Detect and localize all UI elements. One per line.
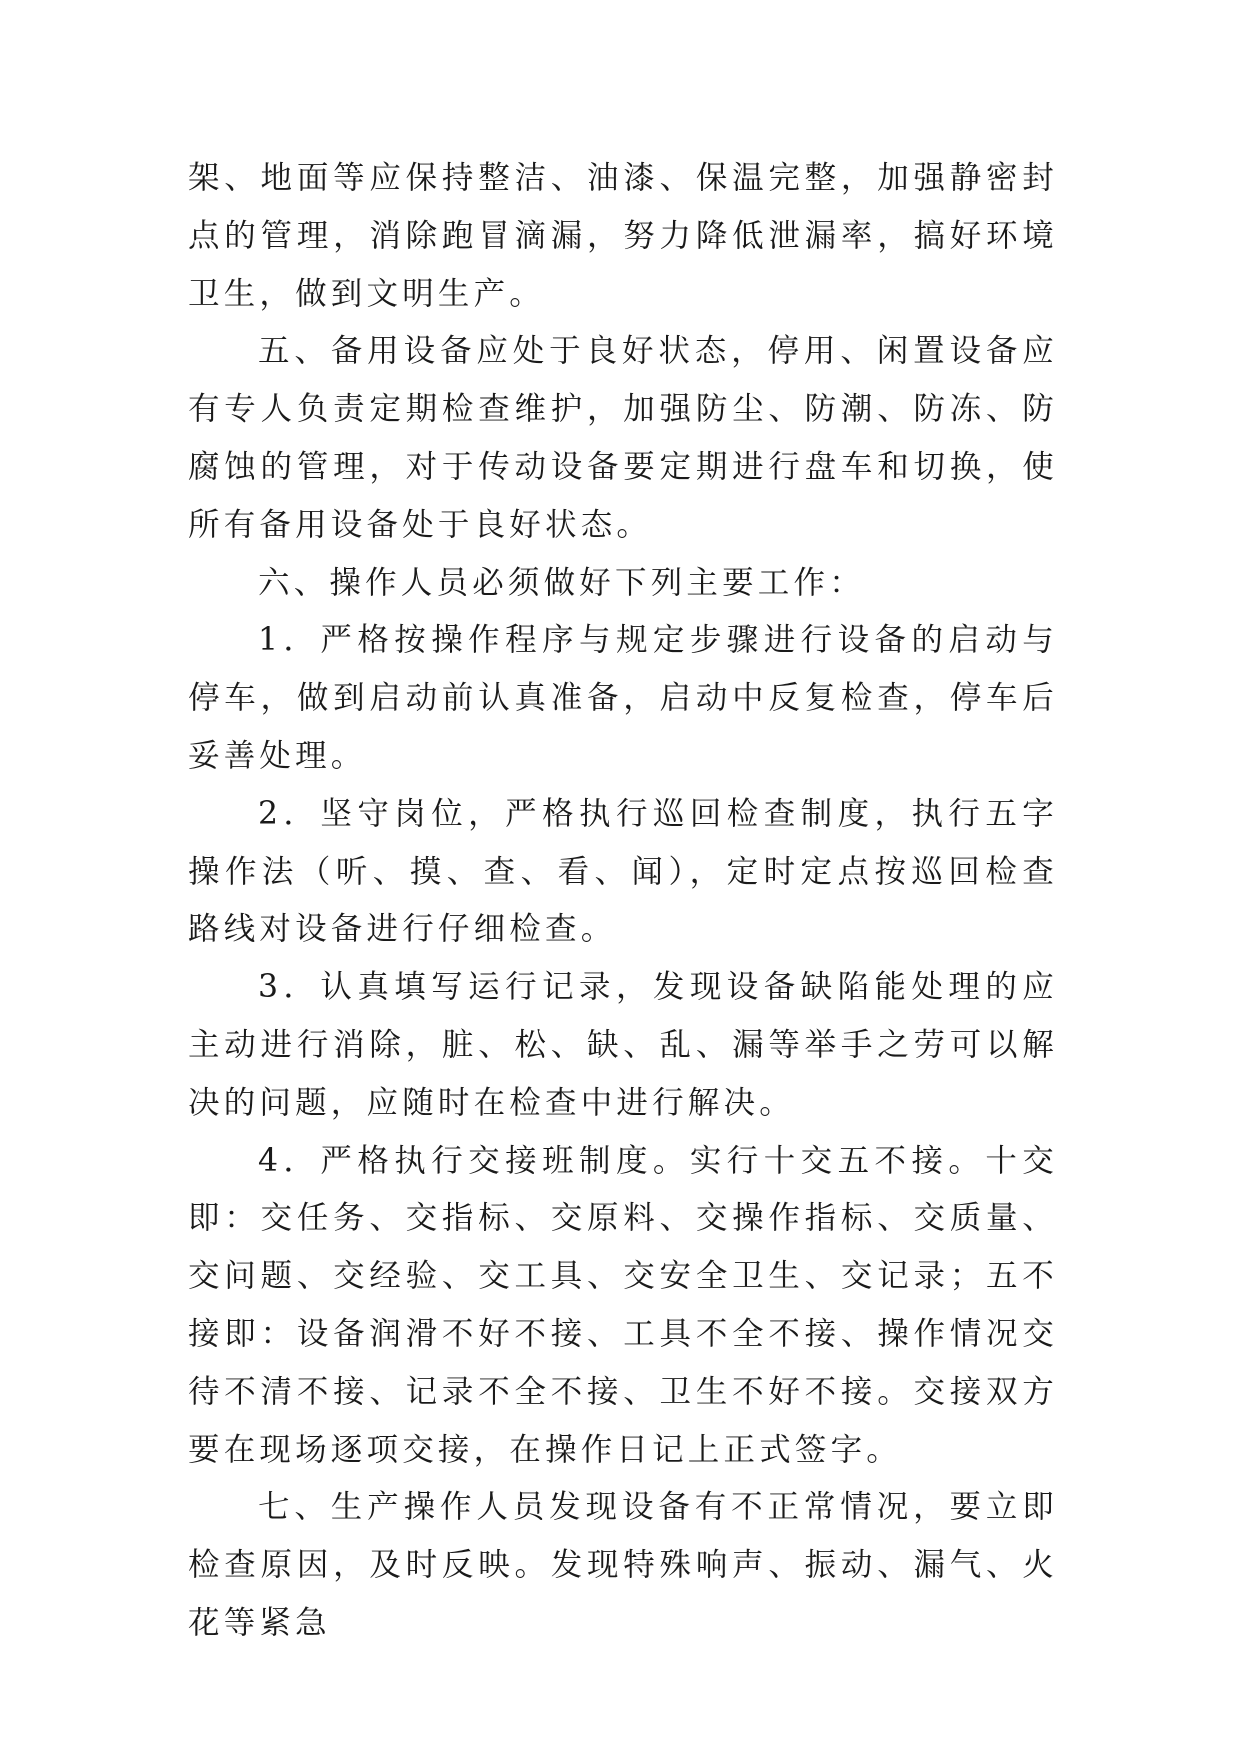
document-body (188, 150, 1058, 1653)
paragraph-subitem-4: 4．严格执行交接班制度。实行十交五不接。十交即：交任务、交指标、交原料、交操作指标、交质量、交问题、交经验、交工具、交安全卫生、交记录；五不接即：设备润滑不好不接、工具不全不接、操作情况交待不清不接、记录不全不接、卫生不好不接。交接双方要在现场逐项交接，在操作日记上正式签字。 (188, 1142, 1058, 1468)
paragraph-item-7: 七、生产操作人员发现设备有不正常情况，要立即检查原因，及时反映。发现特殊响声、振动、漏气、火花等紧急 (188, 1489, 1058, 1641)
paragraph-subitem-1: 1．严格按操作程序与规定步骤进行设备的启动与停车，做到启动前认真准备，启动中反复检查，停车后妥善处理。 (188, 622, 1058, 774)
paragraph-item-5: 五、备用设备应处于良好状态，停用、闲置设备应有专人负责定期检查维护，加强防尘、防潮、防冻、防腐蚀的管理，对于传动设备要定期进行盘车和切换，使所有备用设备处于良好状态。 (188, 333, 1058, 543)
paragraph-item-6: 六、操作人员必须做好下列主要工作： (258, 564, 865, 601)
paragraph-continuation: 架、地面等应保持整洁、油漆、保温完整，加强静密封点的管理，消除跑冒滴漏，努力降低泄漏率，搞好环境卫生，做到文明生产。 (188, 160, 1058, 312)
paragraph-subitem-3: 3．认真填写运行记录，发现设备缺陷能处理的应主动进行消除，脏、松、缺、乱、漏等举手之劳可以解决的问题，应随时在检查中进行解决。 (188, 969, 1058, 1121)
paragraph-subitem-2: 2．坚守岗位，严格执行巡回检查制度，执行五字操作法（听、摸、查、看、闻），定时定点按巡回检查路线对设备进行仔细检查。 (188, 795, 1058, 948)
